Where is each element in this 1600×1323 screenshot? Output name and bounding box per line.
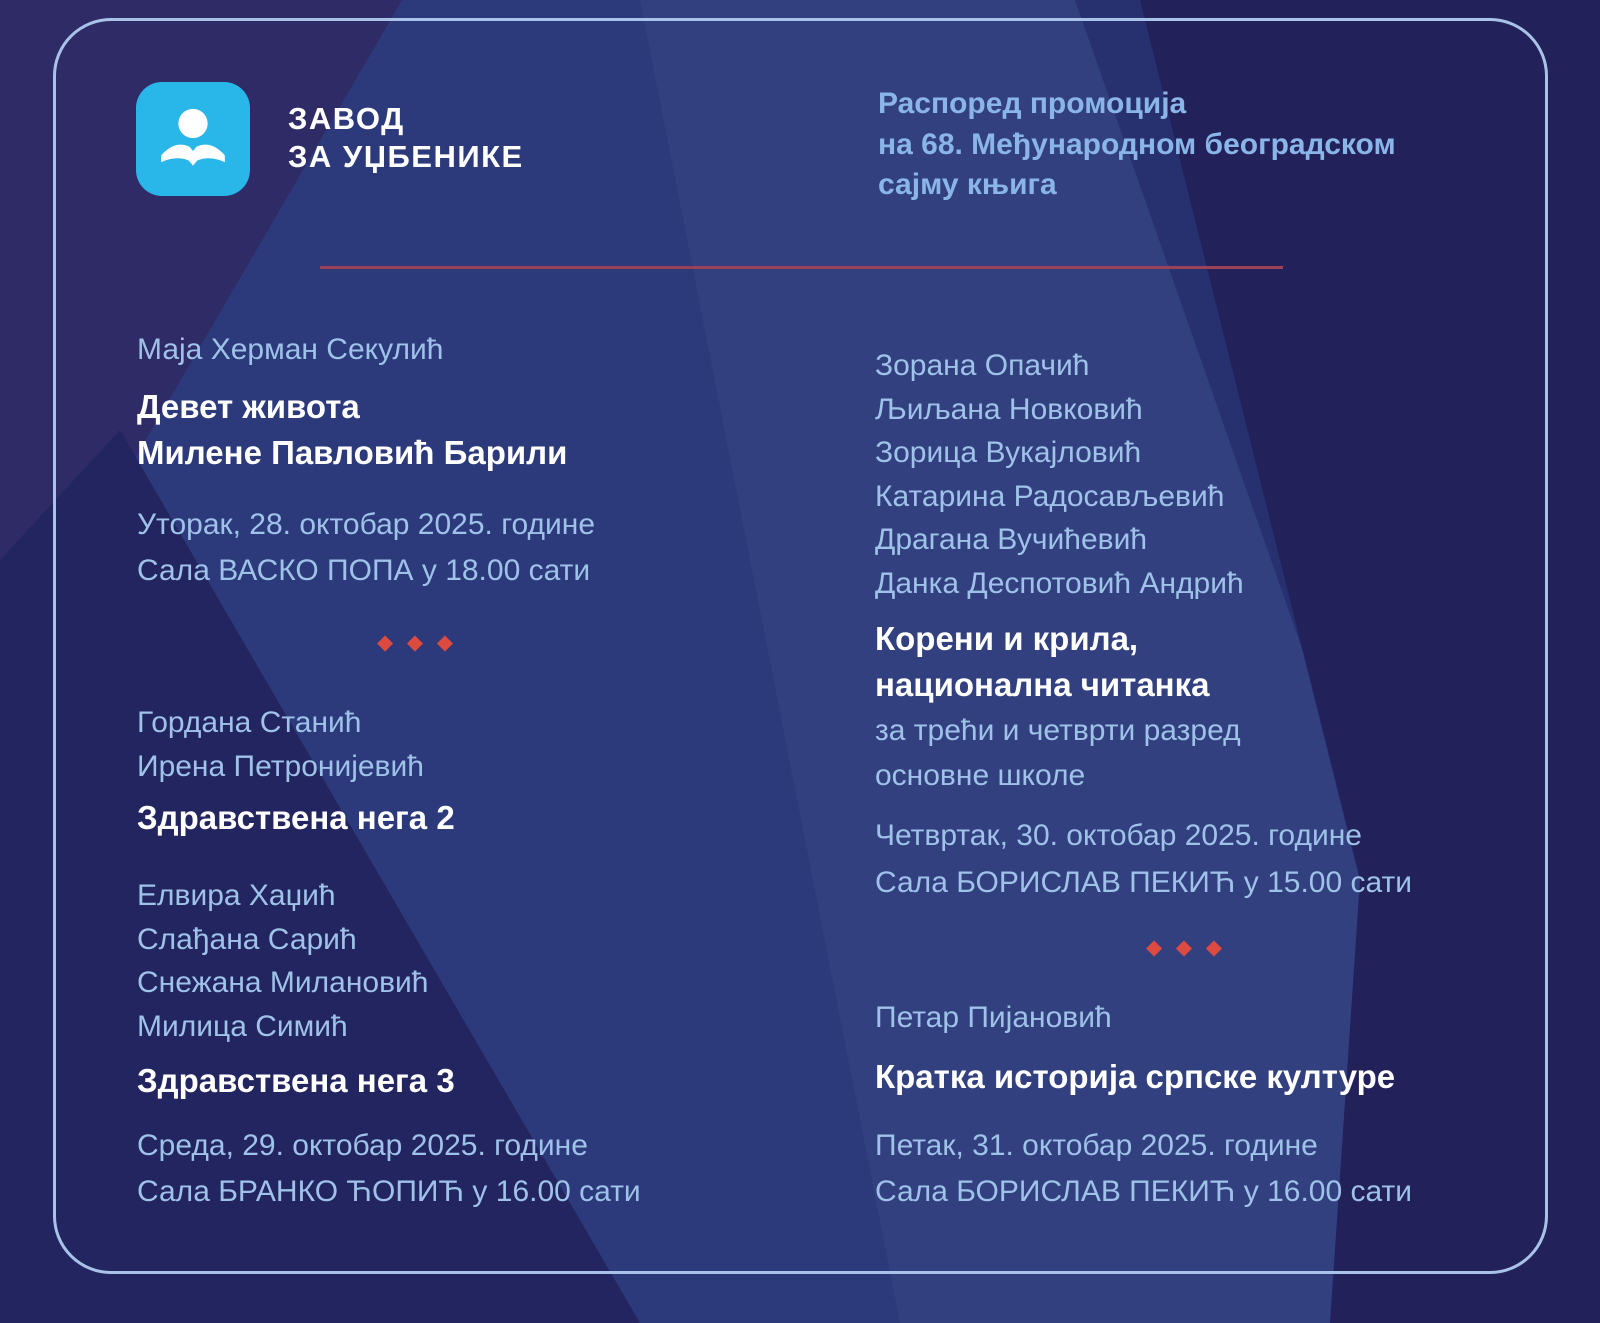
author-name: Ирена Петронијевић <box>137 749 424 783</box>
author-name: Снежана Милановић <box>137 966 429 999</box>
book-subtitle-line2: основне школе <box>875 759 1086 792</box>
event-venue: Сала БОРИСЛАВ ПЕКИЋ у 16.00 сати <box>875 1175 1413 1208</box>
schedule-heading <box>878 84 1396 206</box>
author-name: Зорана Опачић <box>875 349 1090 382</box>
book-subtitle <box>875 708 1241 798</box>
publisher-name-line2: ЗА УЏБЕНИКЕ <box>288 139 524 174</box>
author-list <box>875 344 1244 605</box>
event-date: Петак, 31. октобар 2025. године <box>875 1129 1318 1162</box>
author-name: Гордана Станић <box>137 706 362 739</box>
event-venue: Сала ВАСКО ПОПА у 18.00 сати <box>137 554 591 587</box>
publisher-logo <box>136 82 250 196</box>
event-date: Уторак, 28. октобар 2025. године <box>137 508 596 541</box>
event-venue: Сала БРАНКО ЋОПИЋ у 16.00 сати <box>137 1175 641 1208</box>
author-name: Катарина Радосављевић <box>875 479 1225 513</box>
author-list <box>137 874 429 1048</box>
book-title-line1: Девет живота <box>137 388 360 425</box>
book-title-line2: национална читанка <box>875 666 1210 703</box>
author-name: Љиљана Новковић <box>875 392 1143 426</box>
author-name: Драгана Вучићевић <box>875 523 1148 556</box>
book-title-line2: Милене Павловић Барили <box>137 434 568 471</box>
event-date: Среда, 29. октобар 2025. године <box>137 1129 588 1162</box>
author-name: Милица Симић <box>137 1009 348 1043</box>
author-name: Елвира Хаџић <box>137 879 336 912</box>
diamond-separator: ◆ ◆ ◆ <box>376 631 458 654</box>
diamond-separator: ◆ ◆ ◆ <box>1145 936 1227 959</box>
red-divider-line <box>320 266 1283 269</box>
book-subtitle-line1: за трећи и четврти разред <box>875 714 1241 747</box>
publisher-name-line1: ЗАВОД <box>288 101 405 136</box>
schedule-heading-line1: Распоред промоција <box>878 87 1187 120</box>
book-title: Здравствена нега 2 <box>137 799 455 836</box>
publisher-name <box>288 100 524 176</box>
schedule-heading-line2: на 68. Међународном београдском <box>878 127 1396 161</box>
person-reading-book-icon <box>150 96 236 182</box>
author-name: Слађана Сарић <box>137 922 357 956</box>
author-list <box>137 701 424 788</box>
author-name: Петар Пијановић <box>875 1001 1112 1034</box>
author-name: Маја Херман Секулић <box>137 333 444 366</box>
event-date: Четвртак, 30. октобар 2025. године <box>875 819 1362 852</box>
book-title <box>137 384 567 476</box>
schedule-heading-line3: сајму књига <box>878 168 1057 201</box>
event-venue: Сала БОРИСЛАВ ПЕКИЋ у 15.00 сати <box>875 866 1413 899</box>
book-title <box>875 616 1209 708</box>
author-name: Зорица Вукајловић <box>875 436 1142 469</box>
book-title: Кратка историја српске културе <box>875 1058 1396 1095</box>
author-name: Данка Деспотовић Андрић <box>875 566 1244 600</box>
book-title-line1: Корени и крила, <box>875 620 1139 657</box>
book-title: Здравствена нега 3 <box>137 1062 455 1099</box>
